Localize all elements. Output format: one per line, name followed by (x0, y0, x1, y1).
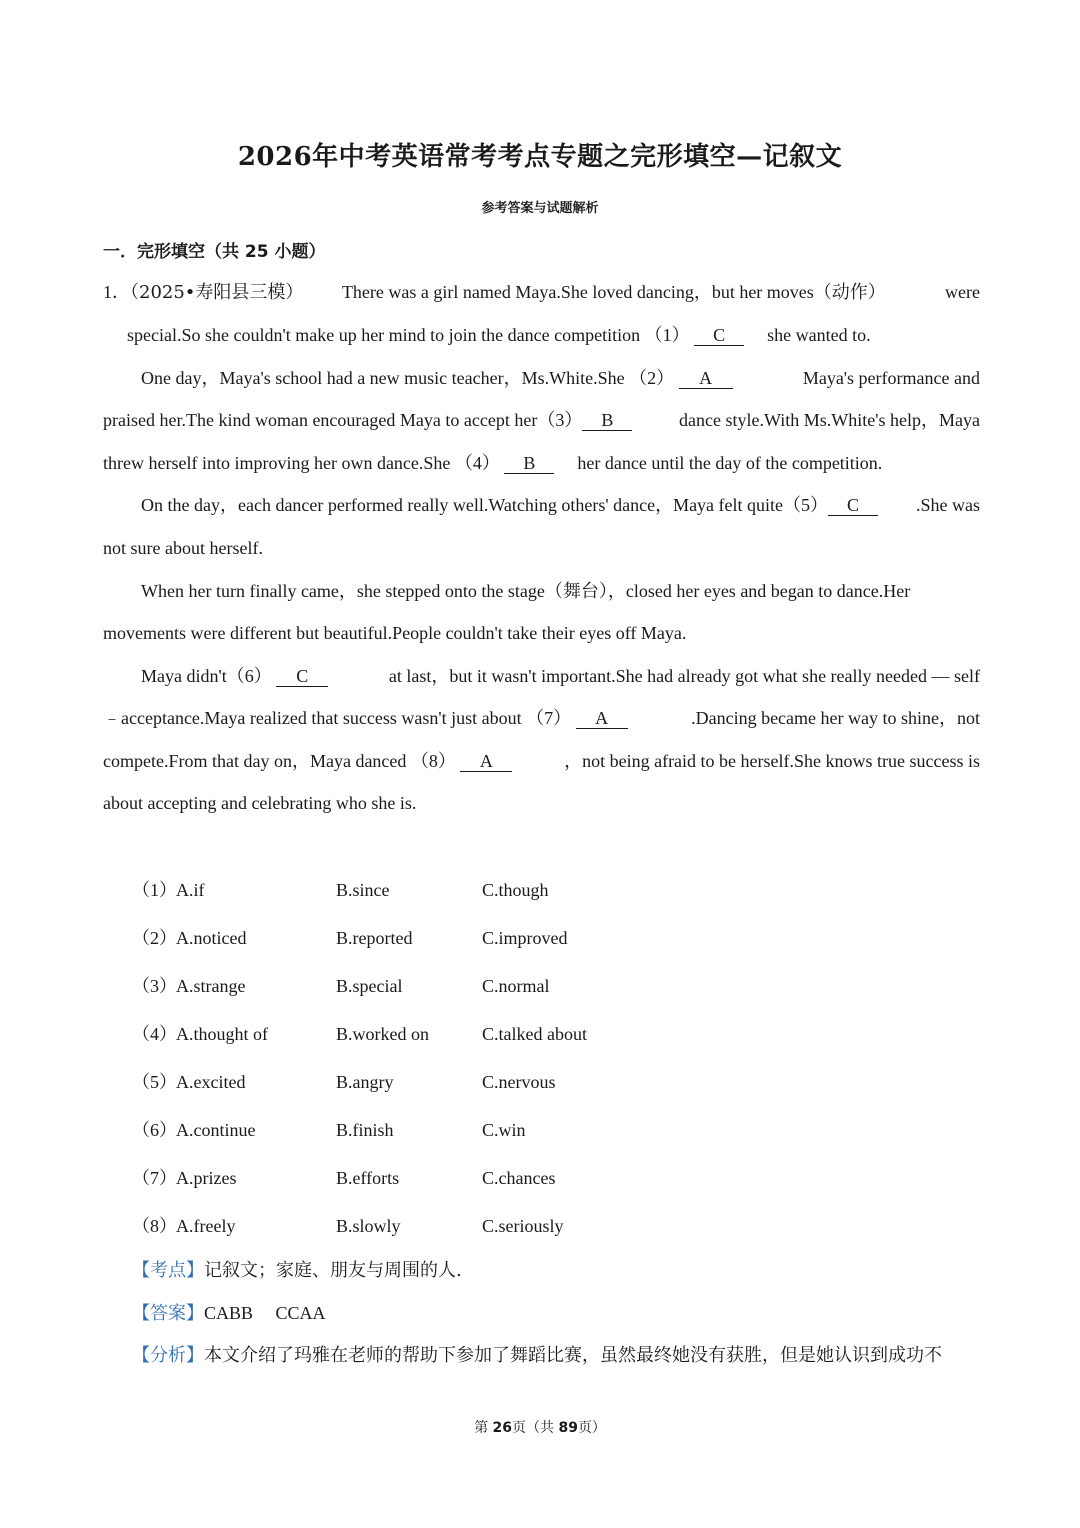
passage-line-12 (103, 749, 980, 773)
passage-text: were (945, 282, 980, 302)
answer-line (132, 1301, 326, 1325)
passage-line-1 (103, 280, 980, 305)
option-c: C.though (482, 880, 549, 900)
page-footer: 第 26页（共 89页） (474, 1420, 606, 1436)
passage-line-6 (141, 493, 980, 517)
passage-line-8 (141, 579, 980, 603)
passage-line-10 (141, 664, 980, 688)
question-number: 1． (103, 282, 130, 302)
answer-tag: 【答案】 (132, 1303, 204, 1323)
passage-text: Maya's performance and (802, 368, 980, 388)
option-a: A.freely (176, 1216, 236, 1236)
passage-text: When her turn finally came，she stepped onto the stage（舞台），closed her eyes and began to dance.Her (141, 581, 911, 601)
option-number: （4） (132, 1024, 177, 1044)
kaodian-line (132, 1258, 462, 1283)
passage-text: ﹣acceptance.Maya realized that success wasn't just about （7） (103, 708, 572, 728)
passage-line-5 (103, 451, 882, 475)
option-row (132, 1070, 732, 1094)
option-row (132, 974, 732, 998)
passage-line-7: not sure about herself. (103, 538, 263, 558)
option-b: B.reported (336, 928, 413, 948)
option-a: A.excited (176, 1072, 246, 1092)
total-pages: 89 (558, 1420, 578, 1436)
passage-line-13: about accepting and celebrating who she is. (103, 793, 417, 813)
answer-blank-4: B (504, 453, 554, 474)
answer-blank-1: C (694, 325, 744, 346)
answer-text: CABB CCAA (204, 1303, 326, 1323)
option-number: （8） (132, 1216, 177, 1236)
passage-text: compete.From that day on，Maya danced （8） (103, 751, 456, 771)
option-c: C.nervous (482, 1072, 556, 1092)
option-row (132, 1214, 732, 1238)
passage-text: .She was (916, 495, 980, 515)
passage-text: she wanted to. (767, 325, 871, 345)
analysis-tag: 【分析】 (132, 1345, 204, 1365)
passage-line-2 (127, 323, 871, 347)
answer-blank-3: B (582, 410, 632, 431)
option-a: A.strange (176, 976, 246, 996)
answer-blank-2: A (679, 368, 733, 389)
option-b: B.efforts (336, 1168, 400, 1188)
kaodian-text: 记叙文；家庭、朋友与周围的人. (204, 1260, 462, 1281)
option-c: C.win (482, 1120, 526, 1140)
option-b: B.since (336, 880, 390, 900)
option-number: （3） (132, 976, 177, 996)
answer-blank-5: C (828, 495, 878, 516)
option-a: A.continue (176, 1120, 256, 1140)
option-c: C.talked about (482, 1024, 587, 1044)
page-subtitle: 参考答案与试题解析 (481, 201, 599, 216)
passage-line-9: movements were different but beautiful.People couldn't take their eyes off Maya. (103, 623, 687, 643)
option-row (132, 1022, 732, 1046)
option-c: C.seriously (482, 1216, 564, 1236)
passage-text: Maya didn't（6） (141, 666, 272, 686)
option-b: B.slowly (336, 1216, 401, 1236)
section-heading: 一．完形填空（共 25 小题） (103, 242, 326, 262)
option-c: C.improved (482, 928, 568, 948)
analysis-line (132, 1343, 942, 1368)
passage-line-3 (141, 366, 980, 390)
passage-text: at last，but it wasn't important.She had already got what she really needed — self (388, 666, 980, 686)
option-b: B.special (336, 976, 403, 996)
current-page: 26 (492, 1420, 512, 1436)
passage-text: praised her.The kind woman encouraged Maya to accept her（3） (103, 410, 583, 430)
option-row (132, 878, 732, 902)
option-number: （5） (132, 1072, 177, 1092)
option-a: A.thought of (176, 1024, 268, 1044)
analysis-text: 本文介绍了玛雅在老师的帮助下参加了舞蹈比赛，虽然最终她没有获胜，但是她认识到成功不 (204, 1345, 942, 1366)
answer-blank-7: A (576, 708, 628, 729)
option-number: （2） (132, 928, 177, 948)
passage-text: dance style.With Ms.White's help，Maya (679, 410, 980, 430)
option-number: （1） (132, 880, 177, 900)
passage-text: threw herself into improving her own dance.She （4） (103, 453, 500, 473)
question-source: （2025•寿阳县三模） (130, 282, 304, 303)
answer-blank-8: A (460, 751, 512, 772)
option-number: （6） (132, 1120, 177, 1140)
option-a: A.if (176, 880, 205, 900)
passage-text: There was a girl named Maya.She loved dancing，but her moves（动作） (341, 282, 886, 302)
option-a: A.prizes (176, 1168, 237, 1188)
passage-text: .Dancing became her way to shine，not (691, 708, 980, 728)
option-row (132, 1118, 732, 1142)
option-a: A.noticed (176, 928, 247, 948)
passage-text: On the day，each dancer performed really well.Watching others' dance，Maya felt quite（5） (141, 495, 829, 515)
option-row (132, 1166, 732, 1190)
option-row (132, 926, 732, 950)
option-c: C.normal (482, 976, 550, 996)
option-b: B.angry (336, 1072, 394, 1092)
option-b: B.worked on (336, 1024, 429, 1044)
answer-blank-6: C (276, 666, 328, 687)
passage-text: ，not being afraid to be herself.She knows true success is (564, 751, 980, 771)
passage-line-4 (103, 408, 980, 432)
kaodian-tag: 【考点】 (132, 1260, 204, 1280)
passage-text: special.So she couldn't make up her mind to join the dance competition （1） (127, 325, 690, 345)
option-number: （7） (132, 1168, 177, 1188)
option-b: B.finish (336, 1120, 394, 1140)
passage-line-11 (103, 706, 980, 730)
page-title: 2026年中考英语常考考点专题之完形填空—记叙文 (237, 142, 843, 172)
passage-text: One day，Maya's school had a new music teacher，Ms.White.She （2） (141, 368, 675, 388)
passage-text: her dance until the day of the competition. (577, 453, 883, 473)
option-c: C.chances (482, 1168, 556, 1188)
